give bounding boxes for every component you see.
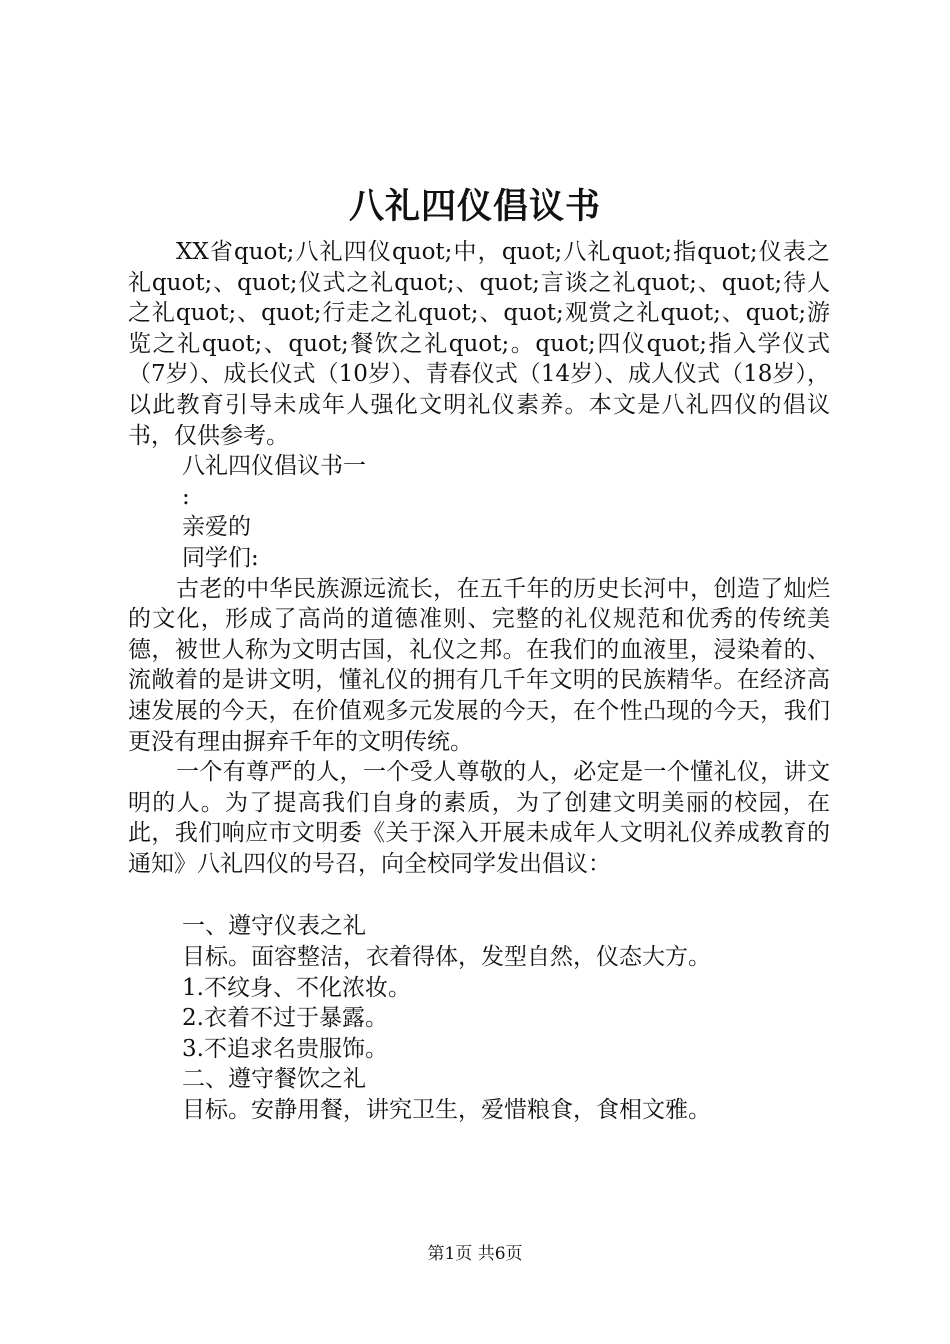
document-body xyxy=(128,237,830,1126)
intro-paragraph: XX省quot;八礼四仪quot;中，quot;八礼quot;指quot;仪表之礼quot;、quot;仪式之礼quot;、quot;言谈之礼quot;、quot;待人之礼quot;、quot;行走之礼quot;、quot;观赏之礼quot;、quot;游览之礼quot;、quot;餐饮之礼quot;。quot;四仪quot;指入学仪式（7岁）、成长仪式（10岁）、青春仪式（14岁）、成人仪式（18岁），以此教育引导未成年人强化文明礼仪素养。本文是八礼四仪的倡议书，仅供参考。 xyxy=(128,239,830,449)
section-2-goal: 目标。安静用餐，讲究卫生，爱惜粮食，食相文雅。 xyxy=(182,1097,711,1124)
section-subtitle: 八礼四仪倡议书一 xyxy=(182,453,366,480)
body-paragraph-2: 一个有尊严的人，一个受人尊敬的人，必定是一个懂礼仪，讲文明的人。为了提高我们自身的素质，为了创建文明美丽的校园，在此，我们响应市文明委《关于深入开展未成年人文明礼仪养成教育的通知》八礼四仪的号召，向全校同学发出倡议： xyxy=(128,759,830,877)
document-title: 八礼四仪倡议书 xyxy=(348,186,601,227)
section-1-item-3: 3.不追求名贵服饰。 xyxy=(182,1035,388,1062)
colon-line: : xyxy=(182,483,190,510)
section-1-item-1: 1.不纹身、不化浓妆。 xyxy=(182,974,411,1001)
section-2-heading: 二、遵守餐饮之礼 xyxy=(182,1066,366,1093)
section-1-goal: 目标。面容整洁，衣着得体，发型自然，仪态大方。 xyxy=(182,944,711,971)
section-1-heading: 一、遵守仪表之礼 xyxy=(182,913,366,940)
salutation-students: 同学们: xyxy=(182,544,259,571)
paragraph-gap xyxy=(128,879,830,911)
section-1-item-2: 2.衣着不过于暴露。 xyxy=(182,1005,388,1032)
page-number-footer: 第1页 共6页 xyxy=(427,1244,523,1264)
body-paragraph-1: 古老的中华民族源远流长，在五千年的历史长河中，创造了灿烂的文化，形成了高尚的道德准则、完整的礼仪规范和优秀的传统美德，被世人称为文明古国，礼仪之邦。在我们的血液里，浸染着的、流敞着的是讲文明，懂礼仪的拥有几千年文明的民族精华。在经济高速发展的今天，在价值观多元发展的今天，在个性凸现的今天，我们更没有理由摒弃千年的文明传统。 xyxy=(128,575,830,755)
salutation-dear: 亲爱的 xyxy=(182,514,251,541)
